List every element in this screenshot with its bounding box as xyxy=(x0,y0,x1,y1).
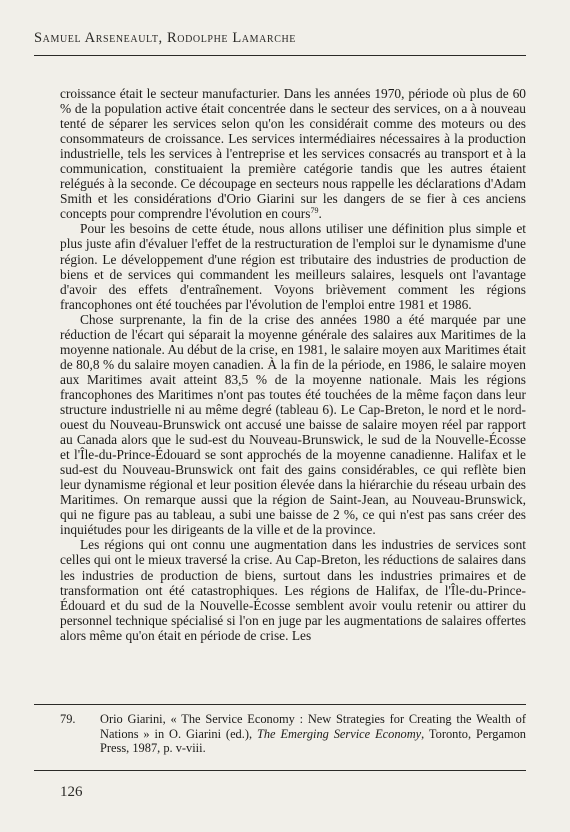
footnote-citation: Orio Giarini, « The Service Economy : New Strategies for Creating the Wealth of Nations » in O. Giarini (ed.), xyxy=(100,712,526,741)
bottom-rule xyxy=(34,770,526,771)
header-rule xyxy=(34,55,526,56)
page-number: 126 xyxy=(60,784,83,800)
paragraph-1: croissance était le secteur manufacturier. Dans les années 1970, période où plus de 60 % de la population active était concentrée dans le secteur des services, on a à nouveau tenté de séparer les services selon qu'on les considérait comme des moteurs ou des consommateurs de croissance. Les services intermédiaires nécessaires à la production industrielle, tels les services à l'entreprise et les services consacrés au transport et à la communication, constituaient la première catégorie tandis que les autres étaient relégués à la seconde. Ce découpage en secteurs nous rappelle les déclarations d'Adam Smith et les considérations d'Orio Giarini sur les dangers de se fier à ces anciens concepts pour comprendre l'évolution en cours$^{79}$. xyxy=(60,86,526,222)
footnote-number: 79. xyxy=(60,712,76,726)
paragraph-2: Pour les besoins de cette étude, nous allons utiliser une définition plus simple et plus juste afin d'évaluer l'effet de la restructuration de l'emploi sur le dynamisme d'une région. Le développement d'une région est tributaire des industries de production de biens et de services qui commandent les meilleurs salaires, lesquels ont l'avantage d'avoir des effets d'entraînement. Voyons brièvement comment les régions francophones ont été touchées par l'évolution de l'emploi entre 1981 et 1986. xyxy=(60,221,526,312)
running-head: Samuel Arseneault, Rodolphe Lamarche xyxy=(34,30,296,46)
footnote-text xyxy=(100,712,526,756)
footnote-rule xyxy=(34,704,526,705)
footnote xyxy=(60,712,526,756)
paragraph-3: Chose surprenante, la fin de la crise des années 1980 a été marquée par une réduction de l'écart qui séparait la moyenne générale des salaires aux Maritimes de la moyenne nationale. Au début de la crise, en 1981, le salaire moyen aux Maritimes était de 80,8 % du salaire moyen canadien. À la fin de la période, en 1986, le salaire moyen aux Maritimes avait atteint 83,5 % de la moyenne nationale. Mais les régions francophones des Maritimes n'ont pas toutes été touchées de la même façon dans leur structure industrielle ni au même degré (tableau 6). Le Cap-Breton, le nord et le nord-ouest du Nouveau-Brunswick ont accusé une baisse de salaire moyen réel par rapport au Canada alors que le sud-est du Nouveau-Brunswick, le sud de la Nouvelle-Écosse et l'Île-du-Prince-Édouard se sont approchés de la moyenne canadienne. Halifax et le sud-est du Nouveau-Brunswick ont fait des gains considérables, ce qui reflète bien leur dynamisme régional et leur position élevée dans la hiérarchie du réseau urbain des Maritimes. On remarque aussi que la région de Saint-Jean, au Nouveau-Brunswick, qui ne figure pas au tableau, a subi une baisse de 2 %, ce qui n'est pas sans créer des inquiétudes pour les dirigeants de la ville et de la province. xyxy=(60,311,526,538)
footnote-marker: 79 xyxy=(310,206,319,216)
body-text xyxy=(60,86,526,643)
paragraph-4: Les régions qui ont connu une augmentation dans les industries de services sont celles qui ont le mieux traversé la crise. Au Cap-Breton, les réductions de salaires dans les industries de production de biens, surtout dans les industries primaires et de transformation ont été catastrophiques. Les régions de Halifax, de l'Île-du-Prince-Édouard et du sud de la Nouvelle-Écosse semblent avoir voulu retenir ou attirer du personnel technique spécialisé si l'on en juge par les augmentations de salaires offertes alors même qu'on était en période de crise. Les xyxy=(60,537,526,643)
footnote-book-title: The Emerging Service Economy xyxy=(256,726,422,741)
footnote-publisher: , Toronto, Pergamon Press, 1987, p. v-viii. xyxy=(100,726,526,756)
paragraph-1-text: croissance était le secteur manufacturier. Dans les années 1970, période où plus de 60 % de la population active était concentrée dans le secteur des services, on a à nouveau tenté de séparer les services selon qu'on les considérait comme des moteurs ou des consommateurs de croissance. Les services intermédiaires nécessaires à la production industrielle, tels les services à l'entreprise et les services consacrés au transport et à la communication, constituaient la première catégorie tandis que les autres étaient relégués à la seconde. Ce découpage en secteurs nous rappelle les déclarations d'Adam Smith et les considérations d'Orio Giarini sur les dangers de se fier à ces anciens concepts pour comprendre l'évolution en cours xyxy=(60,86,526,222)
